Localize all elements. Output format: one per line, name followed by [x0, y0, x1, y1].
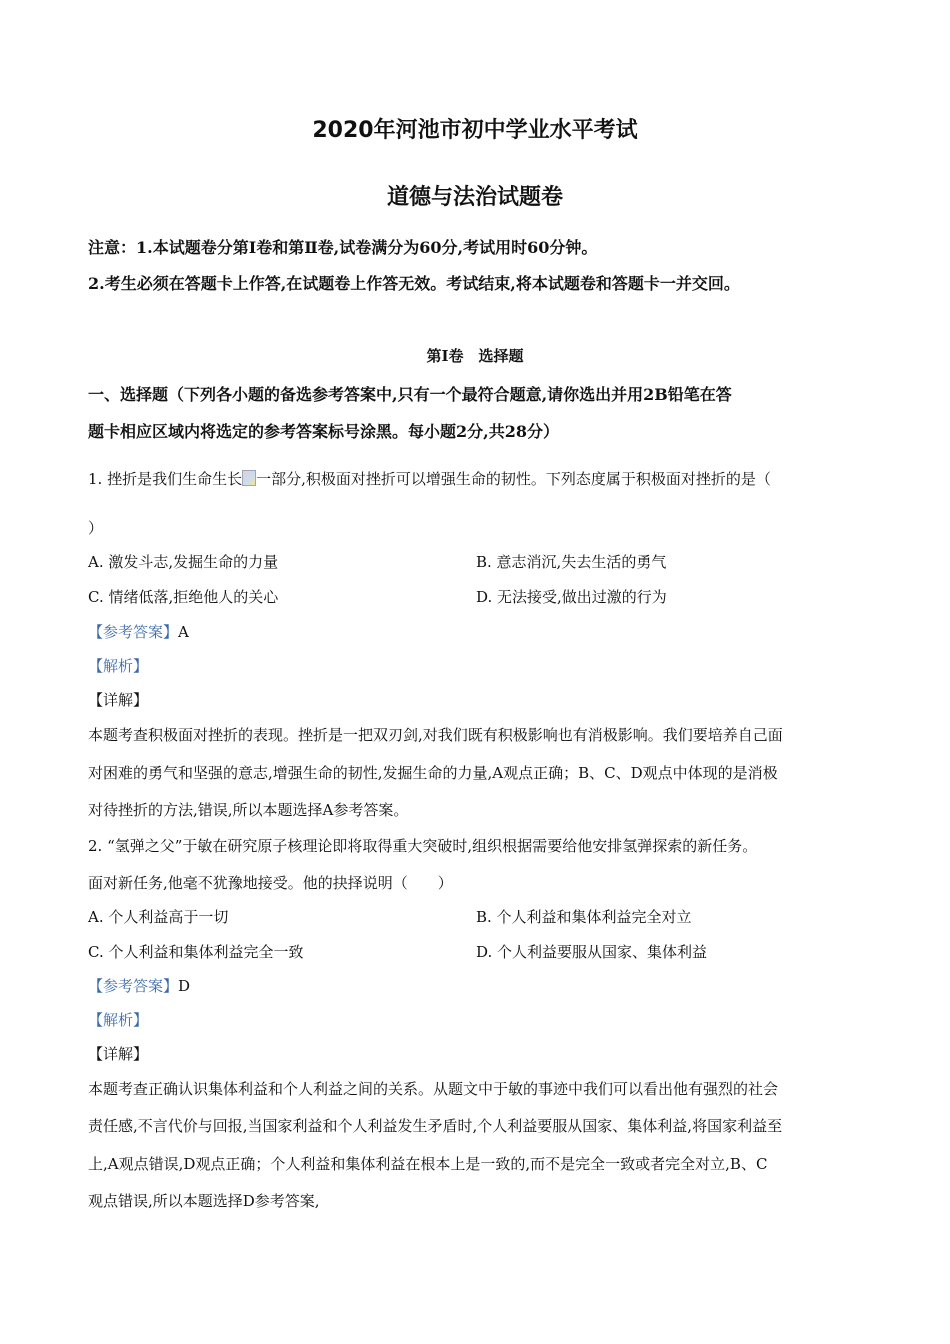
- question-2-detail-line-2: 责任感,不言代价与回报,当国家利益和个人利益发生矛盾时,个人利益要服从国家、集体利益,将国家利益至: [88, 1117, 783, 1135]
- section-instruction-line-2: 题卡相应区域内将选定的参考答案标号涂黑。每小题2分,共28分）: [88, 422, 559, 441]
- question-2-stem-line-1: 2. “氢弹之父”于敏在研究原子核理论即将取得重大突破时,组织根据需要给他安排氢弹探索的新任务。: [88, 837, 758, 855]
- section-instruction-line-1: 一、选择题（下列各小题的备选参考答案中,只有一个最符合题意,请你选出并用2B铅笔在答: [88, 385, 732, 404]
- question-1-option-d: D. 无法接受,做出过激的行为: [476, 588, 667, 606]
- notice-line-2: 2.考生必须在答题卡上作答,在试题卷上作答无效。考试结束,将本试题卷和答题卡一并交回。: [88, 274, 740, 293]
- question-2-answer-value: D: [178, 977, 191, 995]
- question-1-detail-label: 【详解】: [88, 691, 149, 709]
- section-heading: 第Ⅰ卷 选择题: [426, 347, 524, 365]
- question-2-stem-line-2: 面对新任务,他毫不犹豫地接受。他的抉择说明（ ）: [88, 874, 453, 892]
- question-1-analysis-label: 【解析】: [88, 657, 149, 675]
- question-2-option-d: D. 个人利益要服从国家、集体利益: [476, 943, 708, 961]
- question-1-option-a: A. 激发斗志,发掘生命的力量: [88, 553, 279, 571]
- question-2-detail-line-3: 上,A观点错误,D观点正确；个人利益和集体利益在根本上是一致的,而不是完全一致或者完全对立,B、C: [88, 1155, 768, 1173]
- question-1-stem: [88, 468, 771, 489]
- question-1-stem-part-2: 一部分,积极面对挫折可以增强生命的韧性。下列态度属于积极面对挫折的是（: [256, 470, 771, 488]
- notice-line-1: 注意：1.本试题卷分第Ⅰ卷和第Ⅱ卷,试卷满分为60分,考试用时60分钟。: [88, 238, 598, 257]
- question-2-answer: [88, 975, 190, 996]
- question-2-analysis-label: 【解析】: [88, 1011, 149, 1029]
- question-1-detail-line-1: 本题考查积极面对挫折的表现。挫折是一把双刃剑,对我们既有积极影响也有消极影响。我们要培养自己面: [88, 726, 783, 744]
- broken-image-icon: [242, 470, 256, 486]
- question-1-answer-value: A: [178, 623, 189, 641]
- answer-label: 【参考答案】: [88, 623, 179, 641]
- exam-subtitle: 道德与法治试题卷: [386, 185, 563, 210]
- question-2-option-b: B. 个人利益和集体利益完全对立: [476, 908, 692, 926]
- question-2-detail-line-4: 观点错误,所以本题选择D参考答案,: [88, 1192, 320, 1210]
- question-2-detail-label: 【详解】: [88, 1045, 149, 1063]
- exam-title: 2020年河池市初中学业水平考试: [312, 118, 638, 143]
- question-1-stem-line-2: ）: [88, 519, 104, 537]
- question-1-detail-line-3: 对待挫折的方法,错误,所以本题选择A参考答案。: [88, 801, 409, 819]
- question-1-detail-line-2: 对困难的勇气和坚强的意志,增强生命的韧性,发掘生命的力量,A观点正确；B、C、D观点中体现的是消极: [88, 764, 778, 782]
- question-2-option-c: C. 个人利益和集体利益完全一致: [88, 943, 304, 961]
- question-1-option-b: B. 意志消沉,失去生活的勇气: [476, 553, 667, 571]
- question-1-stem-part-1: 1. 挫折是我们生命生长: [88, 470, 243, 488]
- question-1-answer: [88, 621, 189, 642]
- answer-label: 【参考答案】: [88, 977, 179, 995]
- question-2-detail-line-1: 本题考查正确认识集体利益和个人利益之间的关系。从题文中于敏的事迹中我们可以看出他有强烈的社会: [88, 1080, 779, 1098]
- question-1-option-c: C. 情绪低落,拒绝他人的关心: [88, 588, 279, 606]
- question-2-option-a: A. 个人利益高于一切: [88, 908, 229, 926]
